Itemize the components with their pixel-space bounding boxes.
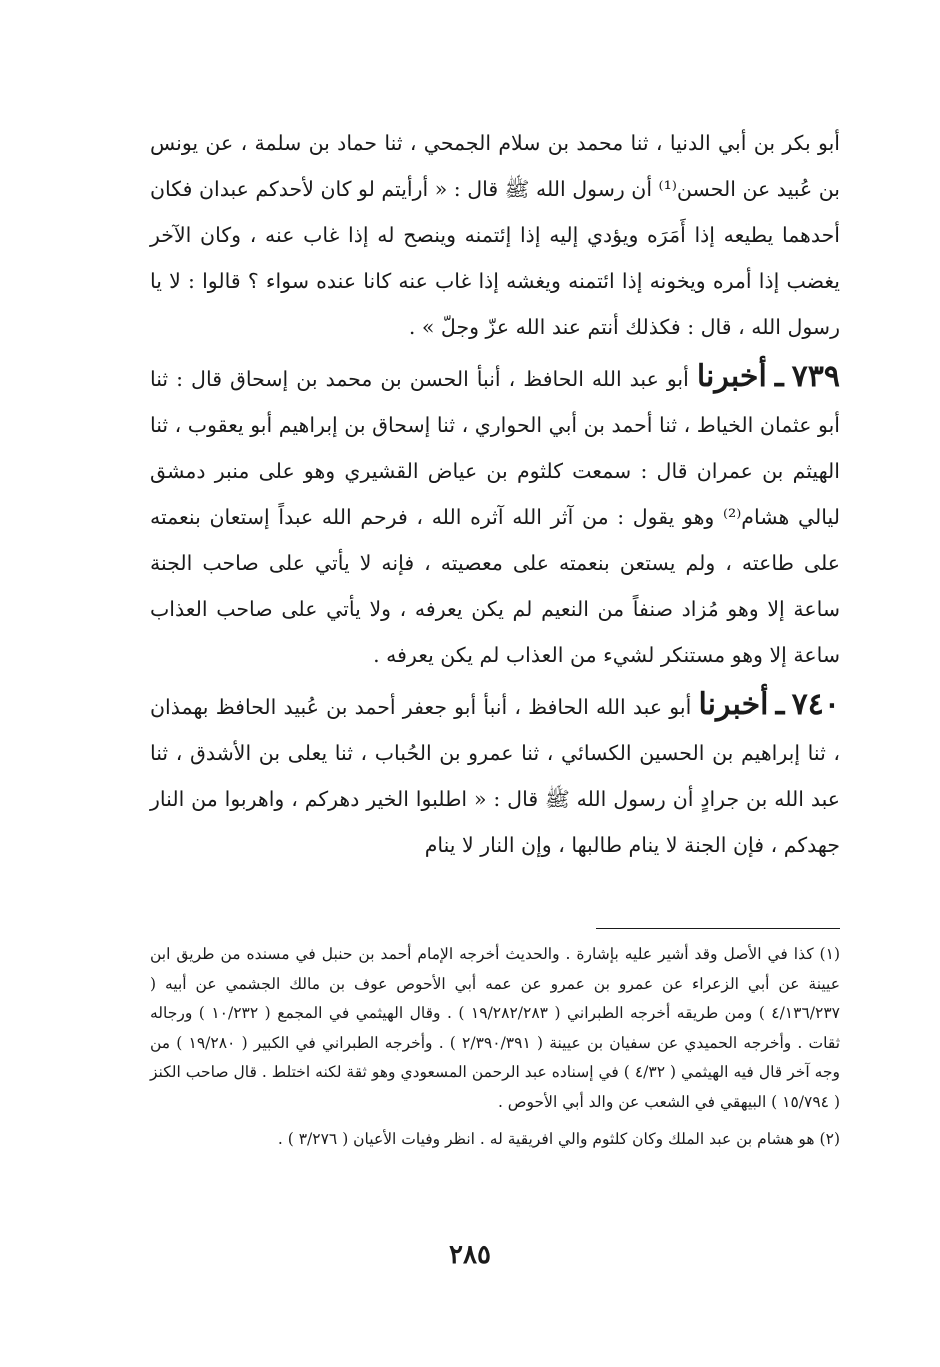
- hadith-keyword: أخبرنا: [698, 687, 769, 722]
- main-text: [150, 120, 840, 868]
- hadith-dash: ـ: [774, 359, 784, 394]
- paragraph-text: أبو بكر بن أبي الدنيا ، ثنا محمد بن سلام الجمحي ، ثنا حماد بن سلمة ، عن يونس بن عُبيد عن الحسن⁽¹⁾ أن رسول الله ﷺ قال : « أرأيتم لو كان لأحدكم عبدان فكان أحدهما يطيعه إذا أَمَرَه ويؤدي إليه إذا إئتمنه وينصح له إذا غاب عنه ، وكان الآخر يغضب إذا أمره ويخونه إذا ائتمنه ويغشه إذا غاب عنه كانا عنده سواء ؟ قالوا : لا يا رسول الله ، قال : فكذلك أنتم عند الله عزّ وجلّ » .: [150, 131, 841, 339]
- hadith-number: ٧٣٩: [791, 359, 840, 394]
- hadith-text: أبو عبد الله الحافظ ، أنبأ الحسن بن محمد بن إسحاق قال : ثنا أبو عثمان الخياط ، ثنا أحمد بن أبي الحواري ، ثنا إسحاق بن إبراهيم أبو يعقوب ، ثنا الهيثم بن عمران قال : سمعت كلثوم بن عياض القشيري وهو على منبر دمشق ليالي هشام⁽²⁾ وهو يقول : من آثر الله آثره الله ، فرحم الله عبداً إستعان بنعمته على طاعته ، ولم يستعن بنعمته على معصيته ، فإنه لا يأتي على صاحب الجنة ساعة إلا وهو مُزاد صنفاً من النعيم لم يكن يعرفه ، ولا يأتي على صاحب العذاب ساعة إلا وهو مستنكر لشيء من العذاب لم يكن يعرفه .: [150, 367, 840, 667]
- hadith-dash: ـ: [775, 687, 785, 722]
- hadith-740: [150, 682, 840, 868]
- hadith-keyword: أخبرنا: [696, 359, 767, 394]
- hadith-739: [150, 354, 840, 678]
- footnote-text: كذا في الأصل وقد أشير عليه بإشارة . والحديث أخرجه الإمام أحمد بن حنبل في مسنده من طريق ابن عيينة عن أبي الزعراء عن عمرو بن عمرو عن عمه أبي الأحوص عوف بن مالك الجشمي عن أبيه ( ٤/١٣٦/٢٣٧ ) ومن طريقه أخرجه الطبراني ( ١٩/٢٨٢/٢٨٣ ) . وقال الهيثمي في المجمع ( ١٠/٢٣٢ ) ورجاله ثقات . وأخرجه الحميدي عن سفيان بن عيينة ( ٢/٣٩٠/٣٩١ ) . وأخرجه الطبراني في الكبير ( ١٩/٢٨٠ ) من وجه آخر قال فيه الهيثمي ( ٤/٣٢ ) في إسناده عبد الرحمن المسعودي وهو ثقة لكنه اختلط . قال صاحب الكنز ( ١٥/٧٩٤ ) البيهقي في الشعب عن والد أبي الأحوص .: [150, 945, 841, 1111]
- paragraph-continuation: [150, 120, 840, 350]
- footnote-1: [150, 940, 840, 1117]
- page-number: ٢٨٥: [449, 1240, 491, 1270]
- hadith-number: ٧٤٠: [791, 687, 840, 722]
- hadith-text: أبو عبد الله الحافظ ، أنبأ أبو جعفر أحمد بن عُبيد الحافظ بهمذان ، ثنا إبراهيم بن الحسين الكسائي ، ثنا عمرو بن الحُباب ، ثنا يعلى بن الأشدق ، ثنا عبد الله بن جرادٍ أن رسول الله ﷺ قال : « اطلبوا الخير دهركم ، واهربوا من النار جهدكم ، فإن الجنة لا ينام طالبها ، وإن النار لا ينام: [150, 695, 840, 857]
- footnote-text: هو هشام بن عبد الملك وكان كلثوم والي افريقية له . انظر وفيات الأعيان ( ٣/٢٧٦ ) .: [277, 1130, 815, 1148]
- footnotes: [150, 940, 840, 1155]
- footnote-marker: (٢): [819, 1130, 840, 1148]
- footnote-marker: (١): [819, 945, 840, 963]
- footnote-divider: [596, 928, 840, 929]
- footnote-2: [150, 1125, 840, 1155]
